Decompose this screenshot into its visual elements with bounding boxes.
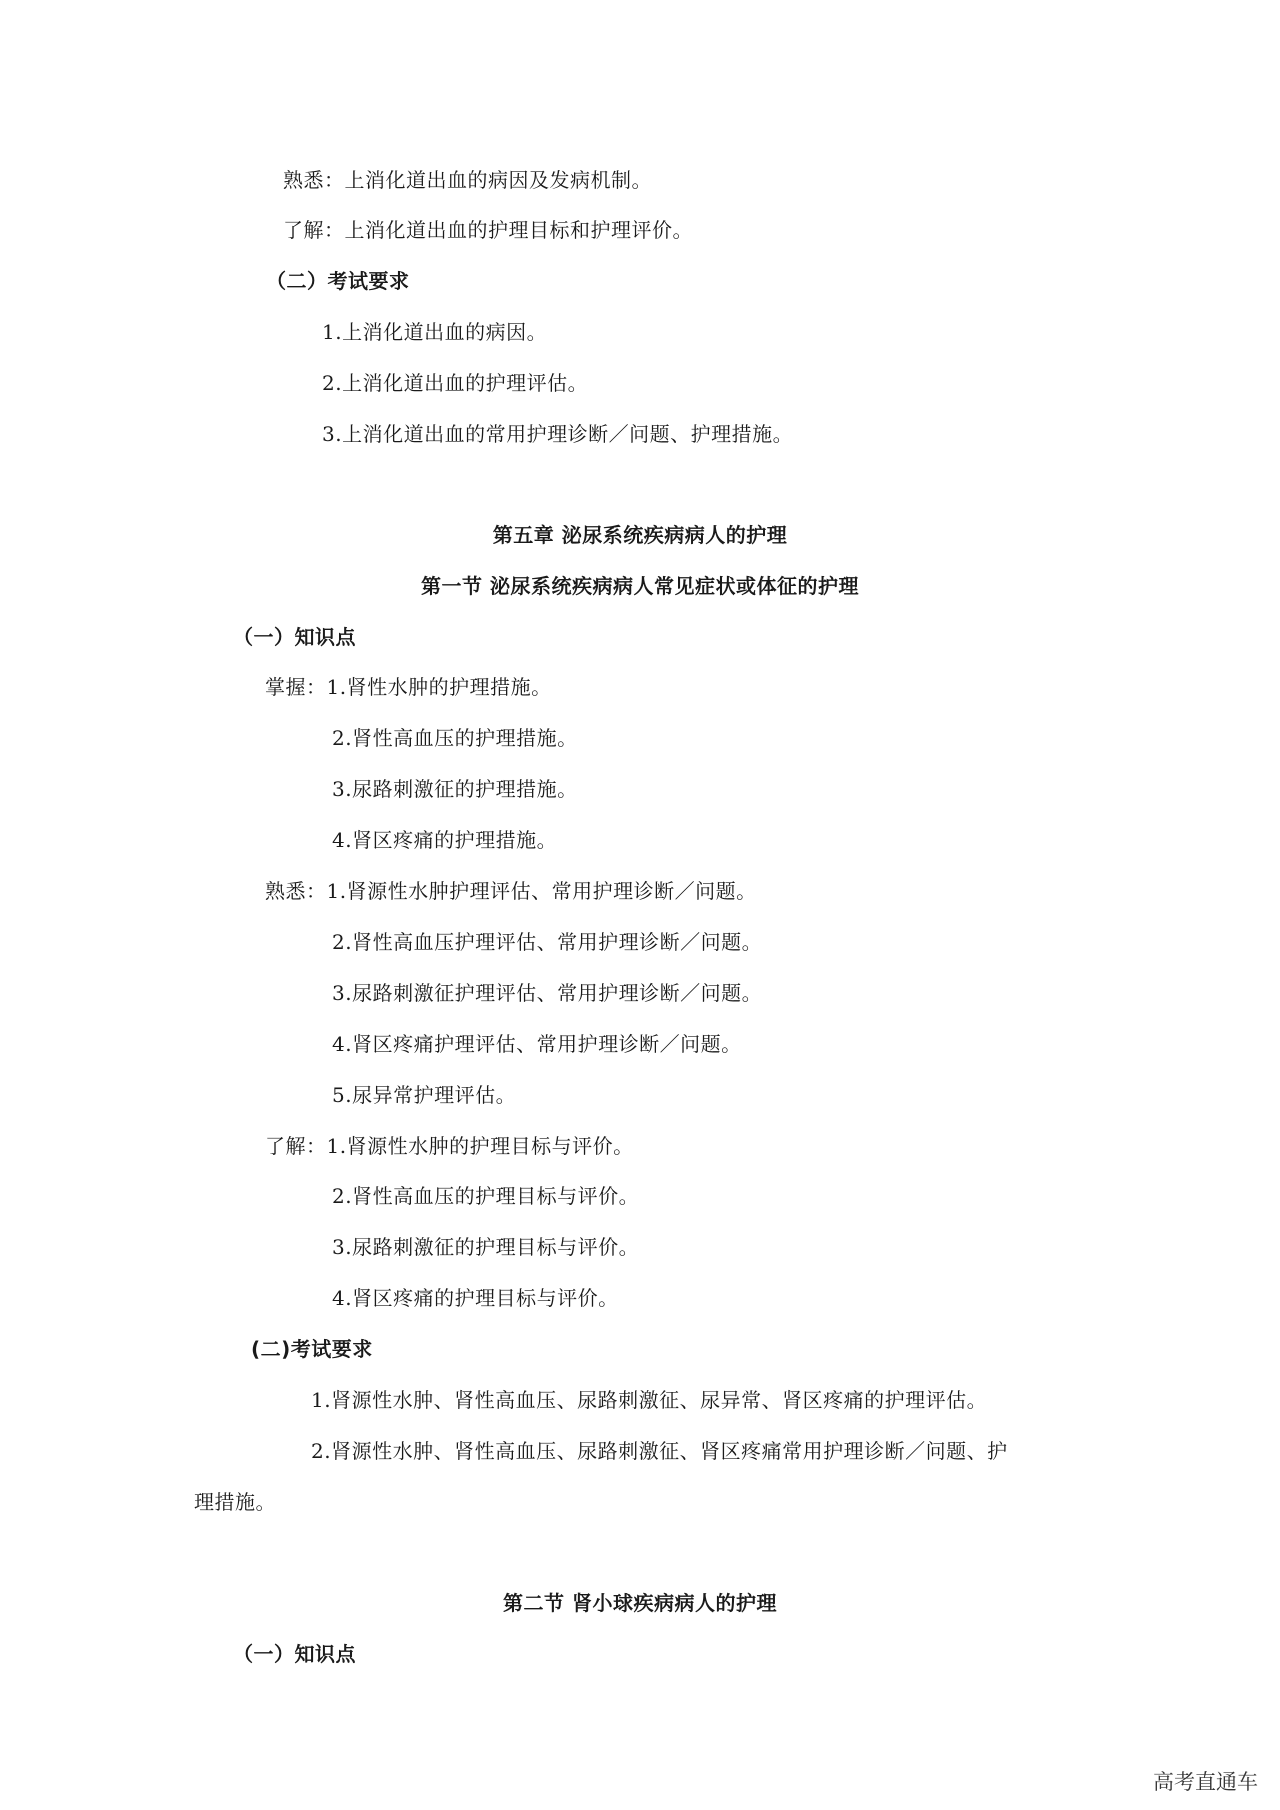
master-item: 4.肾区疼痛的护理措施。 (332, 828, 558, 852)
understand-item: 了解：1.肾源性水肿的护理目标与评价。 (265, 1134, 634, 1158)
section1-knowledge-heading: （一）知识点 (233, 625, 356, 649)
prev-exam-item: 3.上消化道出血的常用护理诊断／问题、护理措施。 (322, 422, 794, 446)
chapter-title: 第五章 泌尿系统疾病病人的护理 (492, 523, 788, 547)
master-item: 掌握：1.肾性水肿的护理措施。 (265, 675, 552, 699)
master-item: 2.肾性高血压的护理措施。 (332, 726, 578, 750)
prev-exam-item: 1.上消化道出血的病因。 (322, 320, 548, 344)
understand-item: 3.尿路刺激征的护理目标与评价。 (332, 1235, 640, 1259)
understand-item: 2.肾性高血压的护理目标与评价。 (332, 1184, 640, 1208)
section2-title: 第二节 肾小球疾病病人的护理 (503, 1591, 777, 1615)
section1-title: 第一节 泌尿系统疾病病人常见症状或体征的护理 (421, 574, 859, 598)
prev-exam-heading: （二）考试要求 (266, 269, 410, 293)
familiar-item: 熟悉：1.肾源性水肿护理评估、常用护理诊断／问题。 (265, 879, 757, 903)
prev-familiar-line: 熟悉：上消化道出血的病因及发病机制。 (283, 168, 652, 192)
master-item: 3.尿路刺激征的护理措施。 (332, 777, 578, 801)
familiar-item: 4.肾区疼痛护理评估、常用护理诊断／问题。 (332, 1032, 742, 1056)
exam-item: 2.肾源性水肿、肾性高血压、尿路刺激征、肾区疼痛常用护理诊断／问题、护 (311, 1439, 1008, 1463)
understand-item: 4.肾区疼痛的护理目标与评价。 (332, 1286, 619, 1310)
familiar-item: 5.尿异常护理评估。 (332, 1083, 517, 1107)
familiar-item: 2.肾性高血压护理评估、常用护理诊断／问题。 (332, 930, 763, 954)
prev-exam-item: 2.上消化道出血的护理评估。 (322, 371, 589, 395)
exam-item-continuation: 理措施。 (194, 1490, 276, 1514)
watermark-text: 高考直通车 (1153, 1770, 1258, 1794)
exam-item: 1.肾源性水肿、肾性高血压、尿路刺激征、尿异常、肾区疼痛的护理评估。 (311, 1388, 988, 1412)
section2-knowledge-heading: （一）知识点 (233, 1642, 356, 1666)
prev-understand-line: 了解：上消化道出血的护理目标和护理评价。 (283, 218, 693, 242)
section1-exam-heading: (二)考试要求 (251, 1337, 373, 1361)
familiar-item: 3.尿路刺激征护理评估、常用护理诊断／问题。 (332, 981, 763, 1005)
